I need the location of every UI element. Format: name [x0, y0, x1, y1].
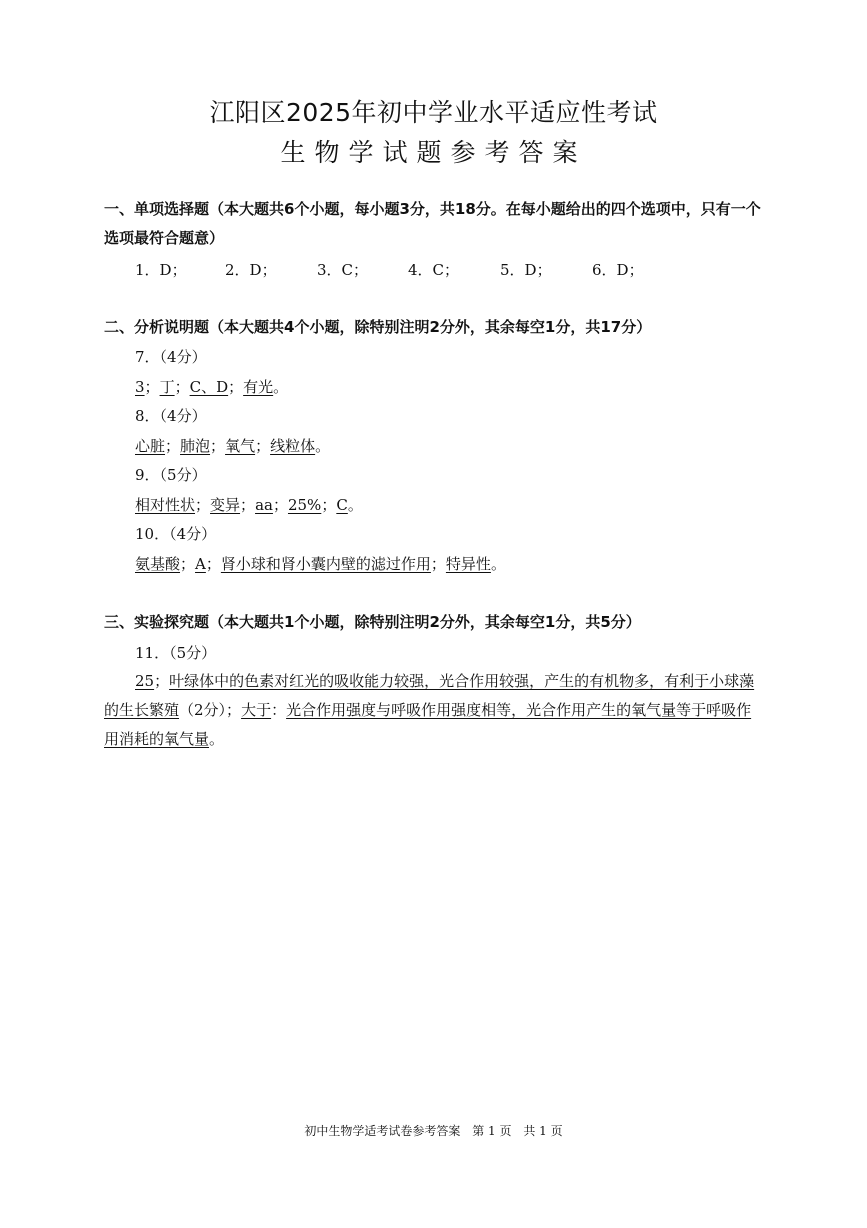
separator: ； — [240, 496, 256, 514]
q10-blank-1: 氨基酸 — [135, 555, 181, 573]
period: 。 — [315, 437, 331, 455]
q9-blank-3: aa — [255, 496, 273, 514]
q9-answer — [135, 495, 363, 515]
separator: ； — [154, 672, 170, 690]
period: 。 — [347, 496, 363, 514]
mcq-answer-6: 6．D； — [592, 261, 644, 279]
separator: ； — [321, 496, 337, 514]
mcq-answer-3: 3．C； — [317, 261, 369, 279]
q9-blank-4: 25% — [287, 496, 322, 514]
separator: ； — [174, 378, 190, 396]
q10-blank-4: 特异性 — [445, 555, 491, 573]
q11-label: 11．（5分） — [135, 644, 217, 662]
separator: ； — [165, 437, 181, 455]
footer-page-number: 第 1 页 — [472, 1124, 512, 1138]
q8-blank-2: 肺泡 — [180, 437, 211, 455]
separator: ： — [271, 701, 287, 719]
separator: ； — [195, 496, 211, 514]
q10-blank-2: A — [195, 555, 206, 573]
separator: ； — [430, 555, 446, 573]
mcq-answer-1: 1．D； — [135, 261, 187, 279]
separator: ； — [210, 437, 226, 455]
q7-answer — [135, 377, 288, 397]
q7-blank-1: 3 — [135, 378, 145, 396]
mcq-answer-4: 4．C； — [408, 261, 460, 279]
q8-blank-4: 线粒体 — [270, 437, 316, 455]
q10-answer — [135, 554, 506, 574]
exam-title: 江阳区2025年初中学业水平适应性考试 — [209, 98, 658, 127]
footer-page-total: 共 1 页 — [523, 1124, 563, 1138]
q10-label: 10．（4分） — [135, 525, 217, 543]
q7-label: 7．（4分） — [135, 348, 207, 366]
q9-blank-2: 变异 — [210, 496, 241, 514]
q8-answer — [135, 436, 330, 456]
separator: ； — [272, 496, 288, 514]
period: 。 — [273, 378, 289, 396]
q11-blank-1: 25 — [135, 672, 155, 690]
q7-blank-3: C、D — [189, 378, 229, 396]
mcq-answer-5: 5．D； — [500, 261, 552, 279]
q9-label: 9．（5分） — [135, 466, 207, 484]
mcq-answer-2: 2．D； — [225, 261, 277, 279]
footer-doc-title: 初中生物学适考试卷参考答案 — [304, 1124, 461, 1138]
section1-heading: 一、单项选择题（本大题共6个小题，每小题3分，共18分。在每小题给出的四个选项中，只有一个选项最符合题意） — [104, 200, 761, 247]
separator: ； — [144, 378, 160, 396]
q8-blank-3: 氧气 — [225, 437, 256, 455]
q11-blank-4: 光合作用强度与呼吸作用强度相等，光合作用产生的氧气量等于呼吸作用消耗的氧气量 — [104, 701, 752, 748]
exam-subtitle: 生物学试题参考答案 — [280, 138, 587, 167]
q9-blank-1: 相对性状 — [135, 496, 196, 514]
q11-blank-2: 叶绿体中的色素对红光的吸收能力较强，光合作用较强，产生的有机物多，有利于小球藻的生长繁殖 — [104, 672, 755, 719]
period: 。 — [209, 730, 225, 748]
separator: ； — [228, 378, 244, 396]
separator: ； — [205, 555, 221, 573]
separator: ； — [180, 555, 196, 573]
section2-heading: 二、分析说明题（本大题共4个小题，除特别注明2分外，其余每空1分，共17分） — [104, 318, 652, 336]
q7-blank-2: 丁 — [159, 378, 175, 396]
q7-blank-4: 有光 — [243, 378, 274, 396]
score-note: （2分）； — [179, 701, 242, 719]
q8-label: 8．（4分） — [135, 407, 207, 425]
q11-blank-3: 大于 — [241, 701, 272, 719]
separator: ； — [255, 437, 271, 455]
section3-heading: 三、实验探究题（本大题共1个小题，除特别注明2分外，其余每空1分，共5分） — [104, 613, 641, 631]
q9-blank-5: C — [336, 496, 348, 514]
period: 。 — [490, 555, 506, 573]
q11-answer — [104, 667, 766, 754]
q10-blank-3: 肾小球和肾小囊内壁的滤过作用 — [220, 555, 431, 573]
q8-blank-1: 心脏 — [135, 437, 166, 455]
page-footer — [0, 1122, 867, 1139]
